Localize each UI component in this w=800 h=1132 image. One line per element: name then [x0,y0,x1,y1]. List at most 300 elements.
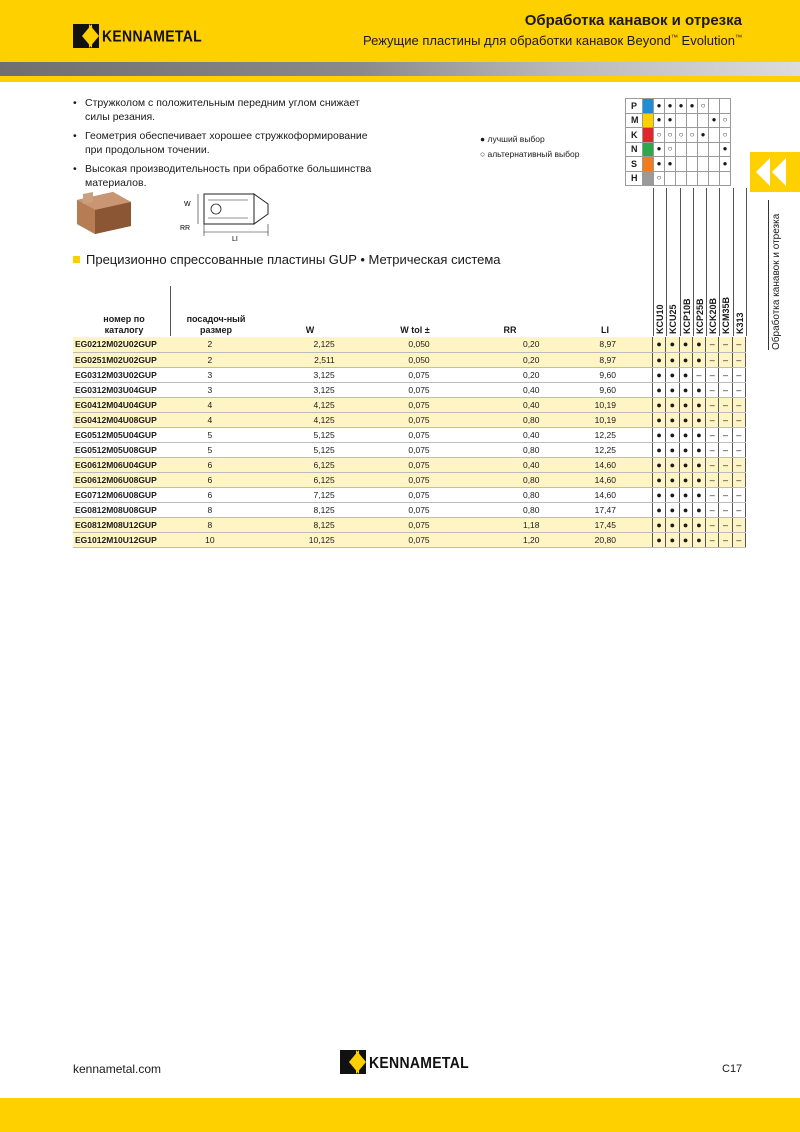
cell-li: 12,25 [540,442,653,457]
cell-seat: 3 [170,367,250,382]
cell-grade: – [719,532,732,547]
col-header-rr: RR [503,325,517,335]
kennametal-k-icon [73,24,99,48]
chevron-left-icon [772,158,786,186]
cell-grade: ● [666,442,679,457]
label-li: LI [232,236,238,243]
header-stripe-yellow [0,76,800,82]
cell-cat: EG0612M06U08GUP [73,472,170,487]
cell-cat: EG0251M02U02GUP [73,352,170,367]
cell-w: 7,125 [250,487,335,502]
grade-label: KCU25 [668,304,679,334]
material-grade-mark: ○ [720,128,731,143]
col-header-li: LI [601,325,609,335]
cell-grade: – [732,367,745,382]
grade-column-line [746,188,747,336]
cell-grade: ● [666,382,679,397]
cell-rr: 0,80 [430,487,540,502]
cell-grade: – [706,382,719,397]
trademark-1: ™ [670,34,678,42]
cell-grade: – [732,427,745,442]
col-header-wtol: W tol ± [400,325,430,335]
cell-grade: – [706,352,719,367]
material-grade-mark: ● [654,142,665,157]
cell-grade: ● [679,472,692,487]
cell-grade: ● [679,337,692,352]
cell-wtol: 0,075 [335,517,430,532]
cell-grade: ● [652,352,665,367]
material-grade-mark [687,157,698,172]
cell-grade: ● [679,487,692,502]
table-row [73,352,746,367]
page-header [0,0,800,62]
cell-w: 3,125 [250,382,335,397]
table-row [73,427,746,442]
cell-grade: ● [652,517,665,532]
material-grade-mark [687,113,698,128]
cell-seat: 5 [170,427,250,442]
table-row [73,442,746,457]
cell-grade: ● [652,367,665,382]
cell-seat: 4 [170,397,250,412]
cell-li: 17,47 [540,502,653,517]
table-row [73,367,746,382]
legend-alt: ○ альтернативный выбор [480,149,580,159]
material-label: K [626,128,643,143]
feature-item: • Высокая производительность при обработке большинства материалов. [73,162,373,190]
material-label: S [626,157,643,172]
header-stripe [0,62,800,76]
cell-rr: 0,80 [430,442,540,457]
brand-name: KENNAMETAL [102,26,202,46]
material-grade-mark [720,99,731,114]
cell-li: 8,97 [540,352,653,367]
material-grade-mark: ● [665,157,676,172]
table-row [73,457,746,472]
subtitle-tail: Evolution [677,33,735,48]
cell-grade: ● [666,502,679,517]
material-grade-mark [687,171,698,186]
material-row [626,157,731,172]
cell-w: 2,511 [250,352,335,367]
material-grade-mark [709,99,720,114]
col-header-seat: посадоч-ный размер [186,314,246,335]
material-row [626,113,731,128]
cell-grade: ● [679,352,692,367]
cell-seat: 2 [170,337,250,352]
table-row [73,487,746,502]
cell-grade: ● [692,472,705,487]
cell-rr: 1,18 [430,517,540,532]
cell-grade: – [732,412,745,427]
cell-li: 14,60 [540,457,653,472]
cell-grade: – [732,517,745,532]
cell-w: 4,125 [250,412,335,427]
cell-grade: – [732,502,745,517]
material-grade-mark: ● [665,99,676,114]
cell-seat: 8 [170,502,250,517]
material-color-swatch [643,99,654,114]
cell-cat: EG0512M05U08GUP [73,442,170,457]
table-row [73,472,746,487]
material-grade-mark: ○ [654,128,665,143]
cell-grade: ● [692,502,705,517]
cell-grade: ● [666,472,679,487]
material-grade-mark: ○ [676,128,687,143]
cell-seat: 4 [170,412,250,427]
cell-grade: – [706,457,719,472]
cell-grade: – [706,337,719,352]
cell-grade: ● [652,532,665,547]
cell-grade: – [719,337,732,352]
cell-grade: – [706,502,719,517]
yellow-square-icon [73,256,80,263]
material-grade-mark [665,171,676,186]
material-grade-mark: ○ [665,128,676,143]
cell-grade: ● [666,412,679,427]
cell-grade: ● [666,427,679,442]
material-grade-mark: ● [665,113,676,128]
cell-grade: – [732,397,745,412]
cell-grade: ● [692,412,705,427]
cell-grade: ● [679,427,692,442]
material-grade-mark [709,142,720,157]
cell-li: 12,25 [540,427,653,442]
material-grade-mark: ● [720,142,731,157]
cell-grade: – [732,352,745,367]
trademark-2: ™ [735,34,742,42]
kennametal-logo [73,24,202,48]
cell-grade: – [719,367,732,382]
cell-grade: ● [692,352,705,367]
cell-grade: – [706,367,719,382]
cell-grade: ● [679,517,692,532]
grade-labels [653,188,746,336]
material-grade-mark: ○ [720,113,731,128]
cell-grade: ● [666,397,679,412]
cell-li: 14,60 [540,472,653,487]
table-row [73,337,746,352]
cell-grade: ● [679,502,692,517]
cell-grade: ● [666,532,679,547]
material-color-swatch [643,157,654,172]
cell-grade: – [719,442,732,457]
material-color-swatch [643,128,654,143]
cell-grade: – [719,412,732,427]
cell-grade: ● [666,367,679,382]
cell-grade: ● [692,427,705,442]
cell-grade: – [719,502,732,517]
cell-rr: 0,40 [430,397,540,412]
material-row [626,171,731,186]
cell-grade: ● [666,517,679,532]
material-grade-mark [698,142,709,157]
cell-cat: EG0512M05U04GUP [73,427,170,442]
cell-w: 8,125 [250,517,335,532]
cell-grade: – [706,412,719,427]
cell-grade: – [719,397,732,412]
material-matrix [625,98,731,186]
cell-grade: – [732,337,745,352]
grade-label: KCP10B [681,298,692,334]
cell-grade: ● [652,442,665,457]
cell-grade: ● [679,442,692,457]
cell-grade: – [719,517,732,532]
cell-li: 9,60 [540,382,653,397]
cell-w: 5,125 [250,442,335,457]
cell-grade: – [719,382,732,397]
table-row [73,397,746,412]
subtitle-main: Режущие пластины для обработки канавок Beyond [363,33,671,48]
cell-grade: ● [666,457,679,472]
cell-li: 10,19 [540,397,653,412]
material-grade-mark: ● [654,157,665,172]
insert-dimension-diagram [178,188,288,244]
col-header-catalog: номер по каталогу [103,314,145,335]
cell-li: 14,60 [540,487,653,502]
cell-rr: 0,80 [430,472,540,487]
cell-wtol: 0,075 [335,412,430,427]
cell-grade: ● [692,517,705,532]
cell-grade: – [706,442,719,457]
header-divider [170,286,171,336]
label-w: W [184,201,191,208]
kennametal-k-icon [340,1050,366,1074]
cell-wtol: 0,075 [335,427,430,442]
cell-cat: EG0212M02U02GUP [73,337,170,352]
material-row [626,128,731,143]
cell-grade: – [706,397,719,412]
cell-cat: EG1012M10U12GUP [73,532,170,547]
cell-seat: 6 [170,472,250,487]
cell-grade: ● [692,457,705,472]
cell-li: 20,80 [540,532,653,547]
material-grade-mark [687,142,698,157]
cell-cat: EG0712M06U08GUP [73,487,170,502]
cell-grade: ● [679,532,692,547]
grade-label: KCP25B [694,298,705,334]
cell-grade: ● [679,457,692,472]
cell-grade: – [706,487,719,502]
feature-list [73,96,373,195]
cell-seat: 10 [170,532,250,547]
cell-grade: ● [652,502,665,517]
cell-wtol: 0,075 [335,367,430,382]
cell-grade: – [706,427,719,442]
cell-grade: ● [652,472,665,487]
cell-rr: 0,20 [430,352,540,367]
material-grade-mark [709,171,720,186]
cell-wtol: 0,075 [335,487,430,502]
cell-wtol: 0,050 [335,337,430,352]
material-grade-mark [698,113,709,128]
grade-label: KCK20B [708,297,719,334]
cell-grade: – [732,442,745,457]
material-grade-mark: ○ [698,99,709,114]
cell-cat: EG0412M04U04GUP [73,397,170,412]
cell-seat: 8 [170,517,250,532]
footer-brand: KENNAMETAL [369,1052,469,1072]
material-grade-mark: ○ [665,142,676,157]
material-color-swatch [643,113,654,128]
material-grade-mark: ● [687,99,698,114]
grade-label: KCU10 [655,304,665,334]
page-subtitle [363,33,742,48]
page-title: Обработка канавок и отрезка [524,12,742,29]
grade-label: K313 [734,312,745,334]
cell-grade: ● [652,427,665,442]
cell-wtol: 0,075 [335,472,430,487]
material-grade-mark: ○ [654,171,665,186]
cell-grade: ● [679,412,692,427]
cell-grade: ● [666,487,679,502]
cell-grade: – [719,457,732,472]
col-header-w: W [305,325,315,335]
cell-wtol: 0,075 [335,502,430,517]
cell-grade: ● [679,397,692,412]
material-label: N [626,142,643,157]
cell-rr: 0,20 [430,367,540,382]
material-label: M [626,113,643,128]
cell-grade: ● [692,532,705,547]
material-grade-mark: ● [698,128,709,143]
table-row [73,412,746,427]
cell-grade: ● [652,337,665,352]
cell-w: 3,125 [250,367,335,382]
cell-grade: ● [692,442,705,457]
cell-li: 10,19 [540,412,653,427]
cell-grade: ● [692,382,705,397]
material-row [626,99,731,114]
side-tab [750,152,800,192]
cell-w: 6,125 [250,472,335,487]
material-grade-mark [676,157,687,172]
cell-grade: ● [692,337,705,352]
side-divider [768,200,769,350]
cell-rr: 0,80 [430,502,540,517]
page-number: C17 [722,1063,743,1075]
grade-label: KCM35B [721,296,732,334]
table-row [73,517,746,532]
cell-li: 9,60 [540,367,653,382]
cell-grade: – [706,472,719,487]
material-grade-mark: ● [709,113,720,128]
material-label: P [626,99,643,114]
cell-grade: ● [652,382,665,397]
cell-w: 6,125 [250,457,335,472]
cell-wtol: 0,050 [335,352,430,367]
material-grade-mark: ● [676,99,687,114]
cell-grade: ● [679,367,692,382]
cell-grade: ● [692,487,705,502]
cell-grade: – [732,532,745,547]
legend [480,132,579,162]
material-grade-mark [720,171,731,186]
cell-grade: ● [692,397,705,412]
material-grade-mark [676,171,687,186]
cell-li: 8,97 [540,337,653,352]
cell-cat: EG0312M03U04GUP [73,382,170,397]
cell-w: 10,125 [250,532,335,547]
cell-rr: 0,40 [430,427,540,442]
cell-grade: ● [666,337,679,352]
label-rr: RR [180,225,191,232]
cell-grade: – [719,472,732,487]
cell-grade: – [732,472,745,487]
cell-cat: EG0812M08U12GUP [73,517,170,532]
cell-wtol: 0,075 [335,397,430,412]
cell-grade: ● [652,412,665,427]
cell-rr: 0,80 [430,412,540,427]
cell-grade: – [719,487,732,502]
insert-image [73,190,133,236]
cell-rr: 0,40 [430,457,540,472]
material-grade-mark [709,157,720,172]
cell-wtol: 0,075 [335,382,430,397]
cell-grade: – [719,352,732,367]
footer-url[interactable]: kennametal.com [73,1062,162,1076]
cell-wtol: 0,075 [335,532,430,547]
table-row [73,502,746,517]
table-row [73,382,746,397]
material-label: H [626,171,643,186]
cell-grade: – [719,427,732,442]
footer-logo [340,1050,469,1074]
cell-grade: – [692,367,705,382]
cell-grade: ● [666,352,679,367]
cell-w: 4,125 [250,397,335,412]
material-grade-mark: ● [720,157,731,172]
cell-cat: EG0812M08U08GUP [73,502,170,517]
cell-grade: – [732,487,745,502]
cell-grade: ● [652,457,665,472]
cell-grade: ● [679,382,692,397]
material-row [626,142,731,157]
cell-grade: ● [652,487,665,502]
cell-wtol: 0,075 [335,442,430,457]
material-color-swatch [643,171,654,186]
feature-item: • Геометрия обеспечивает хорошее стружкоформирование при продольном точении. [73,129,373,157]
cell-grade: – [706,517,719,532]
cell-rr: 0,40 [430,382,540,397]
material-grade-mark: ○ [687,128,698,143]
cell-seat: 3 [170,382,250,397]
material-grade-mark [676,142,687,157]
cell-seat: 6 [170,457,250,472]
cell-li: 17,45 [540,517,653,532]
table-row [73,532,746,547]
material-grade-mark [676,113,687,128]
material-grade-mark [709,128,720,143]
section-title-text: Прецизионно спрессованные пластины GUP • Метрическая система [86,252,501,267]
cell-rr: 1,20 [430,532,540,547]
cell-grade: – [706,532,719,547]
cell-grade: – [732,457,745,472]
cell-w: 8,125 [250,502,335,517]
material-grade-mark [698,157,709,172]
inserts-table [73,337,746,548]
material-grade-mark [698,171,709,186]
cell-cat: EG0312M03U02GUP [73,367,170,382]
cell-cat: EG0412M04U08GUP [73,412,170,427]
cell-seat: 5 [170,442,250,457]
cell-rr: 0,20 [430,337,540,352]
legend-best: ● лучший выбор [480,134,545,144]
cell-grade: – [732,382,745,397]
material-grade-mark: ● [654,99,665,114]
material-color-swatch [643,142,654,157]
section-title [73,252,501,267]
